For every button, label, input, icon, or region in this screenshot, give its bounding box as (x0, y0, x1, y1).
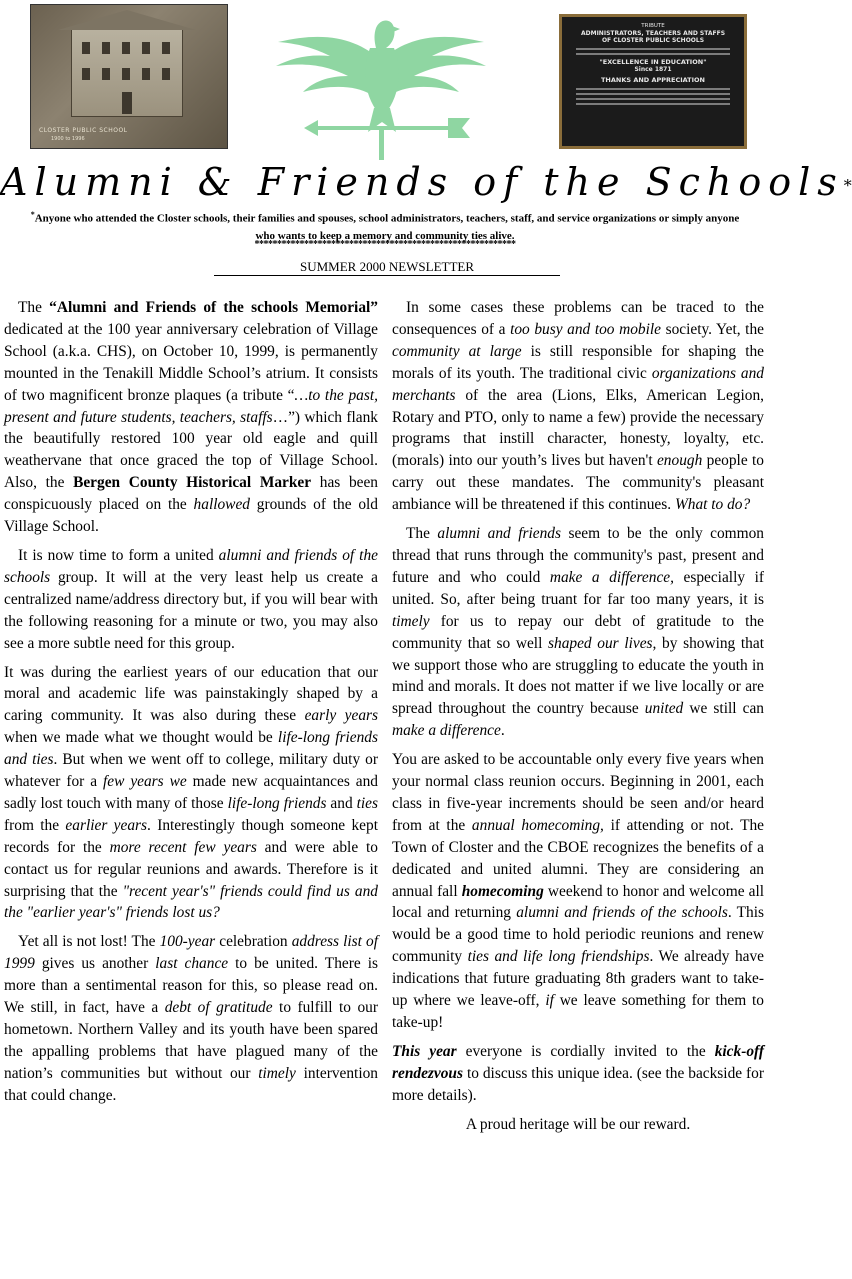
plaque-line: Since 1871 (634, 66, 672, 73)
plaque-line: THANKS AND APPRECIATION (601, 76, 705, 84)
divider-stars: ********************************************************** (254, 239, 516, 250)
edition-label: SUMMER 2000 NEWSLETTER (214, 259, 560, 276)
plaque-line: OF CLOSTER PUBLIC SCHOOLS (601, 37, 705, 44)
plaque-line: "EXCELLENCE IN EDUCATION" (599, 58, 707, 66)
eagle-weathervane-image (258, 0, 504, 160)
paragraph: You are asked to be accountable only every five years when your normal class reunion occurs. Beginning in 2001, each class in five-year increments should be seen and/or heard from at the annual homecoming, if attending or not. The Town of Closter and the CBOE recognizes the benefits of a dedicated and united alumni. They are considering an annual fall homecoming weekend to honor and welcome all local and returning alumni and friends of the schools. This would be a good time to hold periodic reunions and renew community ties and life long friendships. We already have indications that future graduating 8th graders want to take-up where we leave-off, if we leave something for them to take-up! (392, 751, 765, 1031)
paragraph: This year everyone is cordially invited to the kick-off rendezvous to discuss this unique idea. (see the backside for more details). (392, 1042, 764, 1104)
paragraph: The alumni and friends seem to be the only common thread that runs through the community's past, present and future and who could make a difference, especially if united. So, after being truant for far too many years, it is timely for us to repay our debt of gratitude to the community that so well shaped our lives, by showing that we support those who are struggling to educate the youth in mind and morals. It does not matter if we live locally or are spread throughout the country because united we still can make a difference. (392, 525, 765, 740)
closing-line: A proud heritage will be our reward. (465, 1115, 691, 1133)
photo-caption: CLOSTER PUBLIC SCHOOL (39, 127, 128, 134)
right-column (392, 297, 764, 1143)
plaque-line: TRIBUTE (641, 23, 665, 29)
paragraph: The “Alumni and Friends of the schools Memorial” dedicated at the 100 year anniversary celebration of Village School (a.k.a. CHS), on October 10, 1999, is permanently mounted in the Tenakill Middle School’s atrium. It consists of two magnificent bronze plaques (a tribute “…to the past, present and future students, teachers, staffs…”) which flank the beautifully restored 100 year old eagle and quill weathervane that once graced the top of Village School. Also, the Bergen County Historical Marker has been conspicuously placed on the hallowed grounds of the old Village School. (4, 299, 379, 536)
school-building-image (71, 27, 183, 117)
newsletter-title: Alumni & Friends of the Schools* (0, 160, 852, 204)
membership-note: *Anyone who attended the Closter schools, their families and spouses, school administrators, teachers, staff, and service organizations or simply anyone who wants to keep a memory and community ties alive. (30, 210, 740, 242)
paragraph: It is now time to form a united alumni and friends of the schools group. It will at the very least help us create a centralized name/address directory but, if you will bear with the following reasoning for a minute or two, you may also see a more subtle need for this group. (4, 546, 378, 652)
paragraph: Yet all is not lost! The 100-year celebration address list of 1999 gives us another last chance to be united. There is more than a sentimental reason for this, so please read on. We still, in fact, have a debt of gratitude to fulfill to our hometown. Northern Valley and its youth have been spared the appalling problems that have plagued many of the nation’s communities but without our timely intervention that could change. (4, 933, 378, 1104)
photo-years: 1900 to 1996 (51, 136, 85, 142)
memorial-plaque-image (559, 14, 747, 149)
paragraph: In some cases these problems can be traced to the consequences of a too busy and too mobile society. Yet, the community at large is still responsible for shaping the morals of its youth. The traditional civic organizations and merchants of the area (Lions, Elks, American Legion, Rotary and PTO, only to name a few) provide the necessary programs that instill character, honesty, loyalty, etc. (morals) into our youth’s lives but haven't enough people to carry out these mandates. The community's pleasant ambiance will be threatened if this continues. What to do? (392, 299, 765, 514)
paragraph: It was during the earliest years of our education that our moral and academic life was painstakingly shaped by a caring community. It was also during these early years when we made what we thought would be life-long friends and ties. But when we went off to college, military duty or whatever for a few years we made new acquaintances and sadly lost touch with many of those life-long friends and ties from the earlier years. Interestingly though someone kept records for the more recent few years and were able to contact us for regular reunions and awards. Therefore is it surprising that the "recent year's" friends could find us and the "earlier year's" friends lost us? (4, 663, 378, 922)
school-photo (30, 4, 228, 149)
plaque-line: ADMINISTRATORS, TEACHERS AND STAFFS (580, 30, 726, 37)
left-column (4, 297, 378, 1114)
